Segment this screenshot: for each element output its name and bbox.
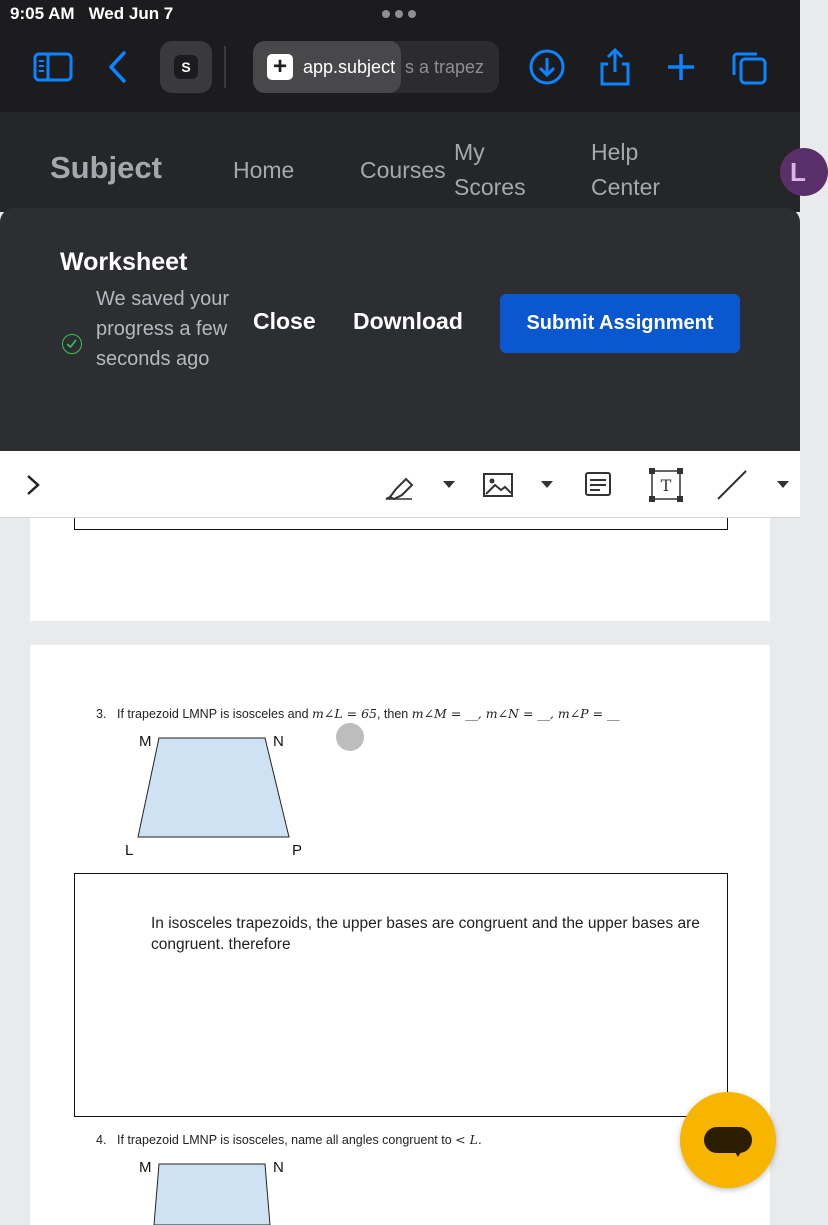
- nav-link-help-center[interactable]: Help Center: [591, 139, 661, 200]
- worksheet-panel: [0, 208, 800, 451]
- sidebar-icon[interactable]: [30, 44, 76, 90]
- browser-chrome: [0, 0, 800, 112]
- status-bar: [10, 4, 173, 24]
- worksheet-title: Worksheet: [60, 248, 188, 276]
- vertex-label-n-q4: N: [273, 1159, 284, 1176]
- site-logo[interactable]: Subject: [50, 150, 162, 185]
- worksheet-page-1: [30, 518, 770, 621]
- answer-box-previous[interactable]: [74, 518, 728, 530]
- highlighter-icon[interactable]: [382, 467, 416, 503]
- note-icon[interactable]: [582, 467, 614, 503]
- status-date: Wed Jun 7: [88, 4, 174, 23]
- inactive-tab-title[interactable]: s a trapez: [405, 57, 485, 77]
- submit-assignment-button[interactable]: Submit Assignment: [500, 294, 740, 353]
- download-icon[interactable]: [524, 44, 570, 90]
- new-tab-plus-icon[interactable]: +: [267, 54, 293, 80]
- vertex-label-p: P: [292, 842, 303, 859]
- vertex-label-l: L: [125, 842, 134, 859]
- annotation-toolbar: [0, 451, 800, 518]
- nav-link-courses[interactable]: Courses: [360, 157, 446, 183]
- tab-letter: S: [174, 55, 198, 79]
- user-avatar[interactable]: L: [780, 148, 828, 196]
- image-dropdown-icon[interactable]: [541, 481, 553, 488]
- worksheet-page-2: [30, 645, 770, 1225]
- check-circle-icon: [62, 334, 82, 354]
- nav-link-home[interactable]: Home: [233, 157, 295, 183]
- download-button[interactable]: Download: [353, 308, 463, 334]
- question-4-prompt: 4. If trapezoid LMNP is isosceles, name all angles congruent to < L.: [96, 1132, 482, 1147]
- chat-bubble-icon: [704, 1127, 752, 1153]
- new-tab-icon[interactable]: [658, 44, 704, 90]
- vertex-label-n: N: [273, 733, 284, 750]
- vertex-label-m-q4: M: [139, 1159, 152, 1176]
- multitask-dots-icon[interactable]: [382, 10, 416, 18]
- svg-text:T: T: [660, 476, 672, 495]
- vertex-label-m: M: [139, 733, 152, 750]
- toolbar-divider: [224, 46, 226, 88]
- back-icon[interactable]: [94, 44, 140, 90]
- close-button[interactable]: Close: [253, 308, 316, 334]
- tab-group-button[interactable]: [160, 41, 212, 93]
- status-time: 9:05 AM: [10, 4, 75, 23]
- trapezoid-diagram-q4: [30, 645, 770, 1225]
- share-icon[interactable]: [592, 44, 638, 90]
- line-dropdown-icon[interactable]: [777, 481, 789, 488]
- active-tab[interactable]: [253, 41, 401, 93]
- save-status: We saved your progress a few seconds ago: [96, 288, 230, 370]
- site-navigation: [0, 112, 806, 212]
- nav-link-my-scores[interactable]: My Scores: [454, 139, 526, 200]
- question-3-prompt: 3. If trapezoid LMNP is isosceles and m∠L = 65, then m∠M = __, m∠N = __, m∠P = __: [96, 706, 620, 721]
- address-bar-url[interactable]: app.subject: [303, 56, 396, 77]
- line-tool-icon[interactable]: [714, 467, 750, 503]
- tabs-overview-icon[interactable]: [726, 44, 772, 90]
- highlighter-dropdown-icon[interactable]: [443, 481, 455, 488]
- answer-text-question-3[interactable]: In isosceles trapezoids, the upper bases are congruent and the upper bases are congruent. therefore: [151, 915, 700, 953]
- image-icon[interactable]: [481, 467, 515, 503]
- expand-chevron-icon[interactable]: [22, 467, 44, 503]
- pointer-cursor: [336, 723, 364, 751]
- chat-button[interactable]: [680, 1092, 776, 1188]
- text-box-icon[interactable]: [648, 467, 684, 503]
- tab-strip[interactable]: [253, 41, 499, 93]
